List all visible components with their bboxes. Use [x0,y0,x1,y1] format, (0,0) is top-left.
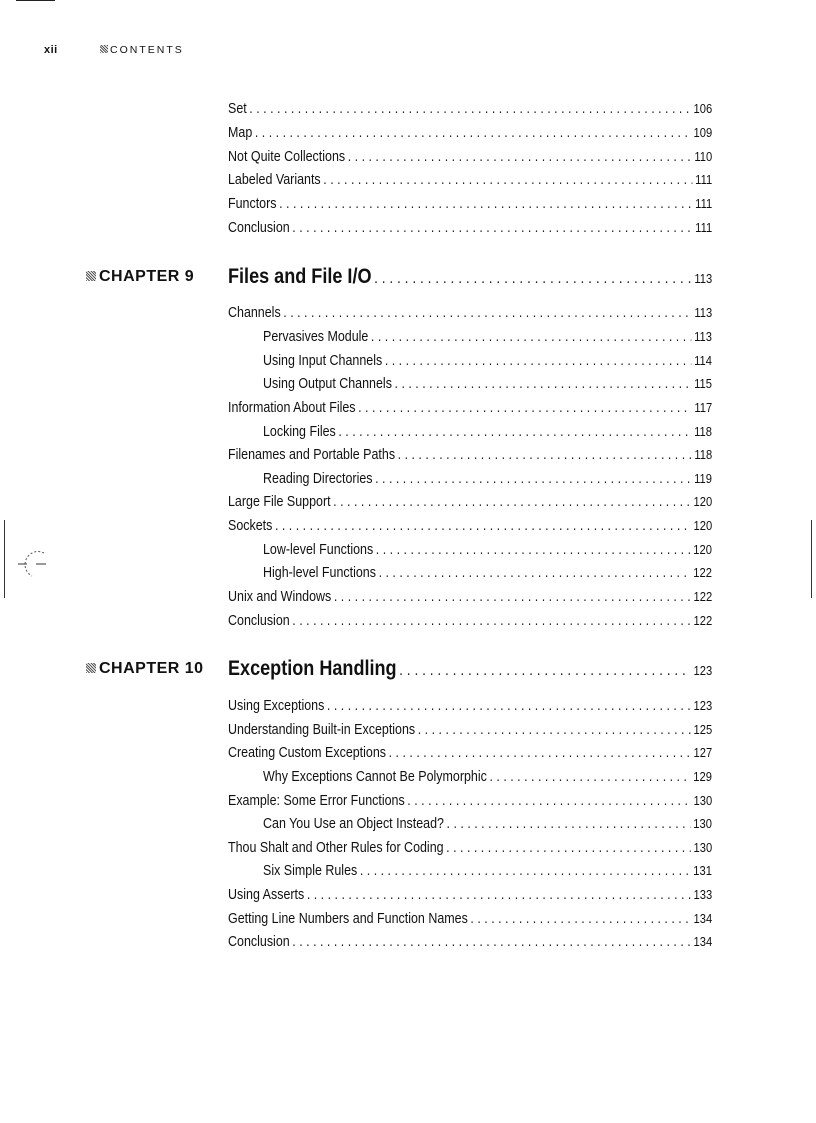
toc-entry[interactable] [228,931,712,953]
toc-entry-title: Example: Some Error Functions [228,793,405,809]
toc-entry-title: Functors [228,196,277,212]
leader-dots [334,586,691,608]
toc-entry-page: 113 [694,329,712,344]
toc-subentry[interactable] [263,813,712,835]
toc-entry[interactable] [228,146,712,168]
toc-entry-page: 130 [693,816,712,831]
leader-dots [398,444,692,466]
leader-dots [375,468,691,490]
toc-entry-title: Conclusion [228,220,290,236]
running-head-text: CONTENTS [110,44,184,56]
toc-subentry[interactable] [263,562,712,584]
toc-entry-title: Large File Support [228,494,331,510]
toc-subentry[interactable] [263,350,712,372]
page-edge-right [811,520,812,598]
toc-entry-title: Using Exceptions [228,698,325,714]
toc-entry[interactable] [228,193,712,215]
toc-subentry[interactable] [263,860,712,882]
leader-dots [283,302,692,324]
leader-dots [338,421,691,443]
toc-subentry[interactable] [263,539,712,561]
chapter-10-label [86,656,216,682]
leader-dots [379,562,691,584]
toc-entry-title: Sockets [228,518,273,534]
leader-dots [376,539,691,561]
toc-entry-page: 131 [693,863,712,878]
toc-entry-title: Getting Line Numbers and Function Names [228,911,468,927]
leader-dots [489,766,690,788]
toc-entry-page: 122 [693,565,712,580]
toc-subentry[interactable] [263,468,712,490]
toc-entry-title: Pervasives Module [263,329,369,345]
toc-entry-title: Information About Files [228,400,356,416]
toc-entry-page: 125 [693,722,713,737]
toc-subentry[interactable] [263,326,712,348]
chapter-title: Exception Handling [228,657,397,680]
toc-entry[interactable] [228,695,712,717]
top-rule [16,0,55,1]
toc-entry-title: Using Input Channels [263,353,383,369]
toc-entry-title: Why Exceptions Cannot Be Polymorphic [263,769,487,785]
toc-entry-page: 133 [693,887,713,902]
toc-entry-title: Locking Files [263,424,336,440]
toc-subentry[interactable] [263,421,712,443]
chapter-9-heading[interactable] [228,263,712,291]
toc-entry[interactable] [228,908,712,930]
toc-entry-title: Conclusion [228,934,290,950]
toc-entry[interactable] [228,217,712,239]
toc-entry[interactable] [228,742,712,764]
toc-entry-page: 122 [693,613,713,628]
toc-entry-title: Map [228,125,253,141]
toc-entry[interactable] [228,586,712,608]
toc-entry-page: 111 [695,172,713,187]
leader-dots [292,610,691,632]
leader-dots [348,146,692,168]
toc-entry[interactable] [228,515,712,537]
toc-entry-page: 130 [693,840,713,855]
leader-dots [371,326,692,348]
toc-entry-title: Channels [228,305,281,321]
leader-dots [418,719,691,741]
leader-dots [292,931,691,953]
toc-subentry[interactable] [263,766,712,788]
toc-entry-page: 120 [693,518,713,533]
leader-dots [395,373,692,395]
chapter-10-heading[interactable] [228,655,712,683]
toc-entry[interactable] [228,444,712,466]
leader-dots [407,790,691,812]
toc-entry-page: 127 [693,745,713,760]
leader-dots [385,350,692,372]
leader-dots [327,695,691,717]
toc-entry-title: Reading Directories [263,471,373,487]
toc-entry-title: High-level Functions [263,565,376,581]
page-header [0,44,816,58]
toc-entry[interactable] [228,719,712,741]
toc-entry-page: 122 [693,589,713,604]
toc-entry-page: 118 [694,424,712,439]
toc-entry-page: 134 [693,934,713,949]
toc-entry-title: Not Quite Collections [228,149,346,165]
toc-entry-page: 120 [693,542,712,557]
toc-entry-title: Creating Custom Exceptions [228,745,387,761]
toc-entry-page: 110 [694,149,713,164]
leader-dots [333,491,691,513]
toc-entry-page: 118 [694,447,713,462]
toc-entry-title: Unix and Windows [228,589,332,605]
toc-entry-title: Conclusion [228,613,290,629]
leader-dots [470,908,691,930]
chapter-title: Files and File I/O [228,265,372,288]
toc-entry-page: 111 [695,196,713,211]
toc-entry-title: Low-level Functions [263,542,374,558]
toc-entry-page: 130 [693,793,713,808]
toc-entry[interactable] [228,884,712,906]
toc-subentry[interactable] [263,373,712,395]
toc-entry-title: Using Output Channels [263,376,392,392]
leader-dots [360,860,691,882]
toc-entry-page: 109 [693,125,713,140]
toc-entry-page: 129 [693,769,712,784]
toc-entry[interactable] [228,491,712,513]
toc-entry-title: Filenames and Portable Paths [228,447,396,463]
leader-dots [446,837,691,859]
toc-entry-page: 106 [693,101,713,116]
square-bullet-icon [86,663,96,673]
leader-dots [323,169,692,191]
chapter-page: 113 [694,271,713,286]
leader-dots [389,742,691,764]
chapter-label-text: CHAPTER 9 [99,268,195,285]
toc-entry-title: Thou Shalt and Other Rules for Coding [228,840,444,856]
toc-entry-page: 111 [695,220,713,235]
toc-entry-title: Set [228,101,247,117]
toc-entry-page: 115 [694,376,712,391]
toc-entry-page: 134 [693,911,713,926]
leader-dots [279,193,692,215]
toc-entry[interactable] [228,122,712,144]
toc-entry-title: Understanding Built-in Exceptions [228,722,416,738]
toc-entry[interactable] [228,790,712,812]
toc-entry-title: Can You Use an Object Instead? [263,816,444,832]
chapter-label-text: CHAPTER 10 [99,660,204,677]
leader-dots [399,657,691,685]
toc-entry[interactable] [228,169,712,191]
toc-entry-page: 123 [693,698,713,713]
leader-dots [358,397,692,419]
toc-entry-page: 113 [694,305,713,320]
toc-entry[interactable] [228,837,712,859]
leader-dots [447,813,691,835]
toc-entry[interactable] [228,98,712,120]
running-head [100,44,184,56]
toc-entry-page: 119 [694,471,712,486]
leader-dots [292,217,692,239]
page-number: xii [44,44,58,56]
square-bullet-icon [100,45,108,53]
toc-entry-page: 120 [693,494,713,509]
leader-dots [307,884,691,906]
toc-entry-page: 117 [694,400,713,415]
leader-dots [374,265,692,293]
chapter-9-label [86,264,216,290]
leader-dots [249,98,691,120]
leader-dots [275,515,691,537]
chapter-page: 123 [693,663,713,678]
toc-entry-title: Labeled Variants [228,172,321,188]
crop-mark-icon [0,520,60,600]
toc-entry-title: Six Simple Rules [263,863,358,879]
toc-entry-title: Using Asserts [228,887,305,903]
leader-dots [255,122,691,144]
toc-entry[interactable] [228,397,712,419]
square-bullet-icon [86,271,96,281]
toc-entry[interactable] [228,610,712,632]
toc-entry[interactable] [228,302,712,324]
toc-entry-page: 114 [694,353,712,368]
